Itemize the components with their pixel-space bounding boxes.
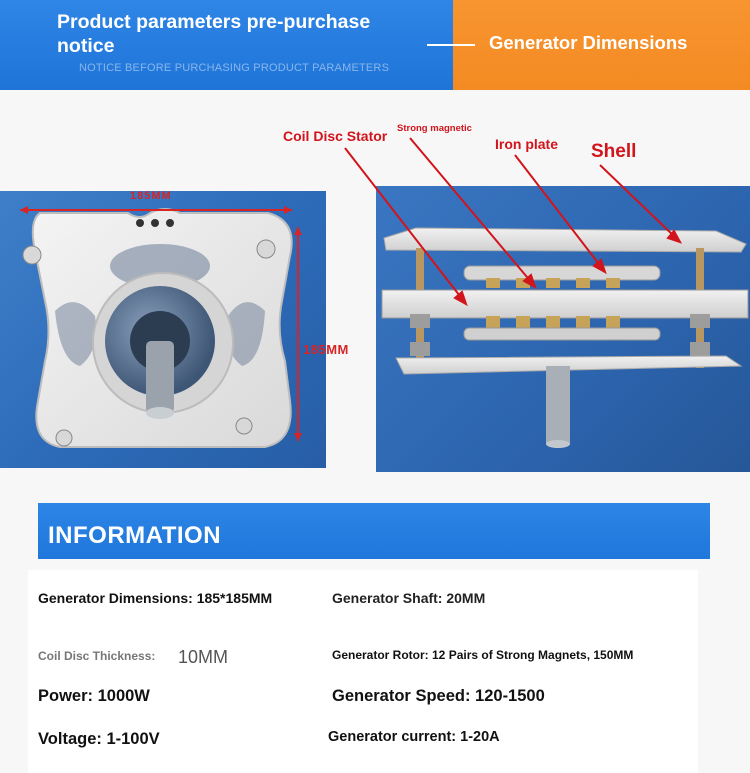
height-dimension-label: 185MM <box>303 342 349 357</box>
spec-coil-thickness-label: Coil Disc Thickness: <box>38 649 156 663</box>
spec-power: Power: 1000W <box>38 687 150 705</box>
information-title: INFORMATION <box>48 522 222 549</box>
page-subtitle: NOTICE BEFORE PURCHASING PRODUCT PARAMETERS <box>79 62 390 74</box>
spec-coil-thickness-value: 10MM <box>178 647 229 667</box>
spec-current: Generator current: 1-20A <box>328 729 500 745</box>
spec-voltage: Voltage: 1-100V <box>38 730 160 748</box>
spec-speed: Generator Speed: 120-1500 <box>332 687 545 705</box>
spec-dimensions: Generator Dimensions: 185*185MM <box>38 590 273 606</box>
page-title: Product parameters pre-purchase notice <box>57 11 371 57</box>
callout-shell: Shell <box>591 141 637 162</box>
callout-coil-disc-stator: Coil Disc Stator <box>283 128 388 144</box>
section-title-dimensions: Generator Dimensions <box>489 32 688 53</box>
width-dimension-label: 185MM <box>130 190 172 202</box>
callout-strong-magnetic: Strong magnetic <box>397 123 472 134</box>
spec-rotor: Generator Rotor: 12 Pairs of Strong Magnets, 150MM <box>332 648 634 662</box>
spec-shaft: Generator Shaft: 20MM <box>332 590 486 606</box>
callout-iron-plate: Iron plate <box>495 136 559 152</box>
information-banner <box>38 503 710 559</box>
